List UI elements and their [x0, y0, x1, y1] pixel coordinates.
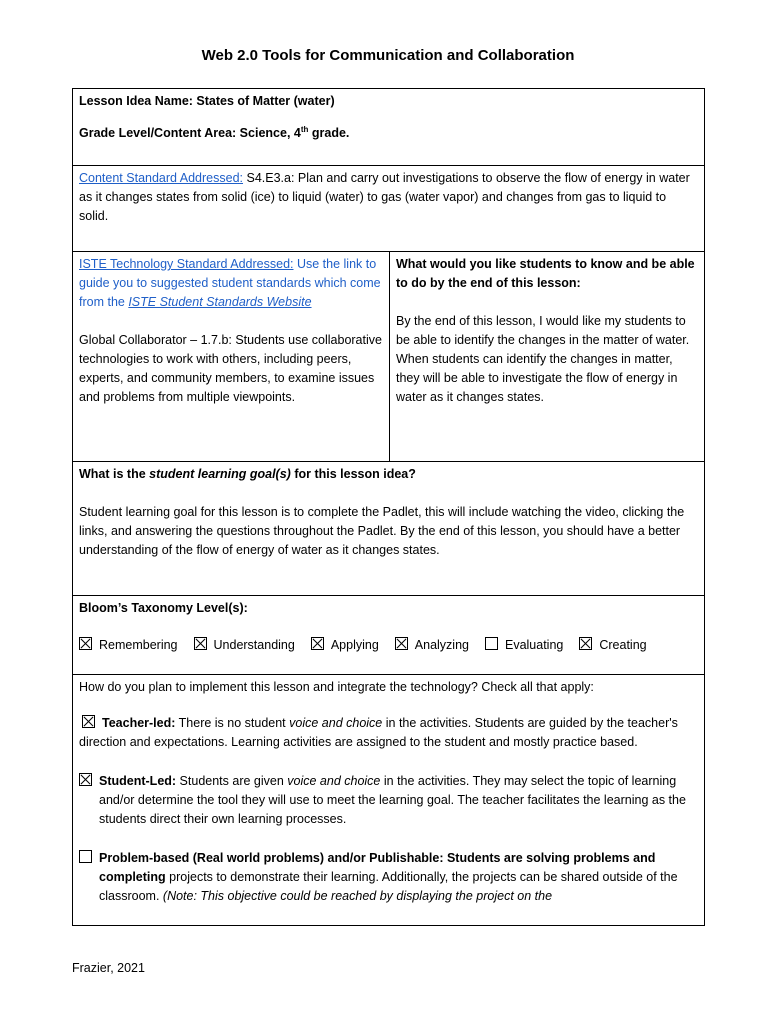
teacher-led-text-2: in the activities. Students are guided by the teacher's direction and expectations. Learning activities are assigned to the student and mostly practice based.	[79, 716, 678, 749]
problem-based-checkbox[interactable]	[79, 850, 92, 863]
student-led-checkbox[interactable]	[79, 773, 92, 786]
bloom-checkbox-understanding[interactable]	[194, 637, 207, 650]
bloom-option-creating	[579, 636, 646, 655]
grade-suffix: grade.	[308, 126, 350, 140]
grade-level: Grade Level/Content Area: Science, 4	[79, 126, 301, 140]
goal-q-suffix: for this lesson idea?	[290, 467, 416, 481]
bloom-option-applying	[311, 636, 379, 655]
problem-based-text: projects to demonstrate their learning. Additionally, the projects can be shared outside of the classroom.	[99, 870, 678, 903]
student-led-text-1: Students are given	[176, 774, 288, 788]
iste-website-link[interactable]: ISTE Student Standards Website	[128, 295, 312, 309]
implement-question: How do you plan to implement this lesson and integrate the technology? Check all that apply:	[79, 680, 594, 694]
lesson-idea-row	[73, 89, 704, 166]
bloom-option-label: Understanding	[213, 638, 295, 652]
teacher-led-text-1: There is no student	[175, 716, 290, 730]
bloom-checkbox-remembering[interactable]	[79, 637, 92, 650]
bloom-option-label: Creating	[599, 638, 647, 652]
teacher-led-checkbox[interactable]	[82, 715, 95, 728]
bloom-option-label: Analyzing	[414, 638, 469, 652]
student-led-label: Student-Led:	[99, 774, 177, 788]
know-answer: By the end of this lesson, I would like my students to be able to identify the changes in the matter of water. When students can identify the changes in matter, they will be able to investigate the flow of energy in water as it changes states.	[396, 314, 690, 404]
goal-q-italic: student learning goal(s)	[149, 467, 291, 481]
goal-answer: Student learning goal for this lesson is to complete the Padlet, this will include watching the video, clicking the links, and answering the questions throughout the Padlet. By the end of this lesson, you should have a better understanding of the flow of energy of water as it changes states.	[79, 505, 685, 557]
bloom-checkbox-analyzing[interactable]	[395, 637, 408, 650]
content-standard-row	[73, 166, 704, 252]
bloom-label: Bloom’s Taxonomy Level(s):	[79, 601, 248, 615]
bloom-option-evaluating	[485, 636, 563, 655]
footer-author: Frazier, 2021	[72, 961, 145, 975]
problem-based-note: (Note: This objective could be reached by displaying the project on the	[162, 889, 553, 903]
learning-goal-row	[73, 462, 704, 596]
problem-based-label: Problem-based (Real world problems) and/or Publishable: Students are solving problems and completing	[99, 851, 656, 884]
student-led-italic: voice and choice	[287, 774, 381, 788]
iste-intro: Use the link to guide you to suggested student standards which come from the	[79, 257, 381, 309]
bloom-checkbox-applying[interactable]	[311, 637, 324, 650]
know-question: What would you like students to know and be able to do by the end of this lesson:	[396, 257, 695, 290]
lesson-name: Lesson Idea Name: States of Matter (water)	[79, 94, 335, 108]
content-standard-text: S4.E3.a: Plan and carry out investigations to observe the flow of energy in water as it changes states from solid (ice) to liquid (water) to gas (water vapor) and changes from gas to liquid to solid.	[79, 171, 690, 223]
iste-row	[73, 252, 704, 462]
bloom-option-understanding	[194, 636, 295, 655]
iste-standard-link[interactable]: ISTE Technology Standard Addressed:	[79, 257, 294, 271]
goal-q-prefix: What is the	[79, 467, 150, 481]
bloom-option-label: Evaluating	[504, 638, 564, 652]
bloom-row	[73, 596, 704, 675]
bloom-option-analyzing	[395, 636, 469, 655]
grade-sup: th	[300, 125, 309, 134]
bloom-option-remembering	[79, 636, 178, 655]
student-led-text-2: in the activities. They may select the topic of learning and/or determine the tool they will use to meet the learning goal. The teacher facilitates the learning as the students direct their own learning processes.	[99, 774, 686, 826]
iste-standard-text: Global Collaborator – 1.7.b: Students use collaborative technologies to work with others, including peers, experts, and community members, to examine issues and problems from multiple viewpoints.	[79, 333, 382, 404]
content-standard-link[interactable]: Content Standard Addressed:	[79, 171, 244, 185]
teacher-led-label: Teacher-led:	[102, 716, 176, 730]
bloom-options	[79, 636, 698, 655]
bloom-checkbox-creating[interactable]	[579, 637, 592, 650]
document-title: Web 2.0 Tools for Communication and Collaboration	[201, 47, 575, 64]
teacher-led-italic: voice and choice	[289, 716, 383, 730]
bloom-option-label: Applying	[330, 638, 379, 652]
bloom-option-label: Remembering	[99, 638, 178, 652]
bloom-checkbox-evaluating[interactable]	[485, 637, 498, 650]
implementation-row	[73, 675, 704, 927]
lesson-plan-table	[72, 88, 705, 926]
